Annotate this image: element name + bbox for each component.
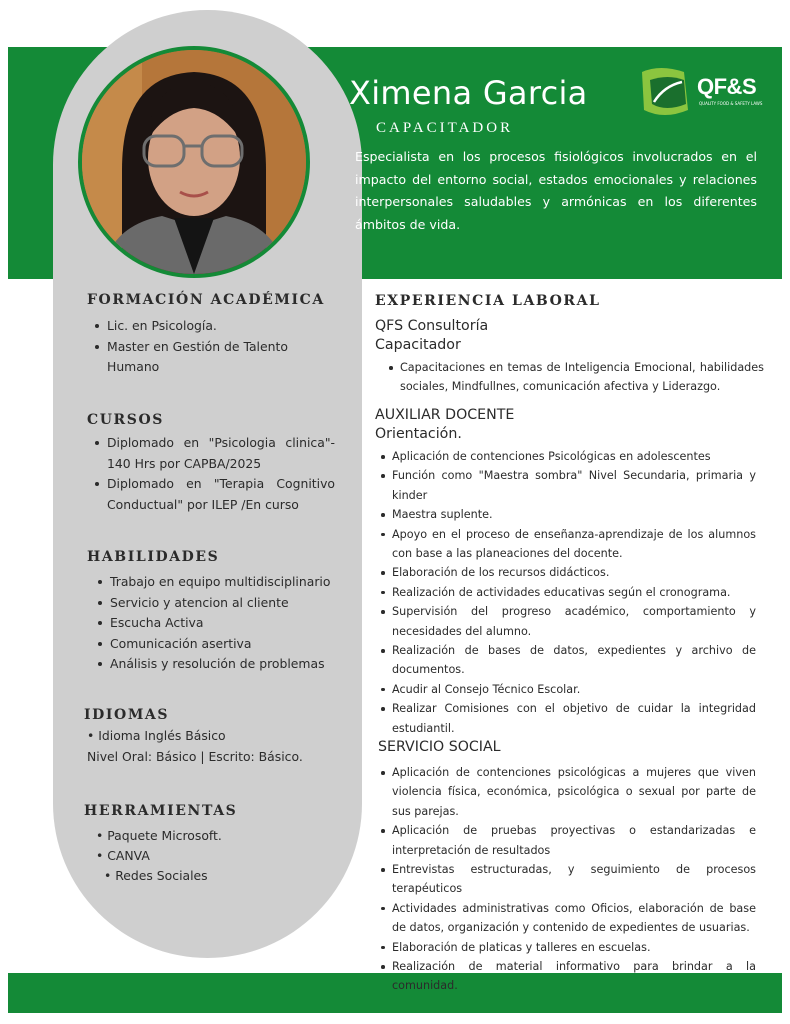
candidate-name: Ximena Garcia: [349, 74, 588, 112]
list-item: Realización de actividades educativas según el cronograma.: [376, 583, 756, 602]
herramientas-line: • Redes Sociales: [104, 868, 208, 883]
list-item: Supervisión del progreso académico, comportamiento y necesidades del alumno.: [376, 602, 756, 641]
idiomas-line: Nivel Oral: Básico | Escrito: Básico.: [87, 749, 303, 764]
job1-company: QFS Consultoría: [375, 318, 489, 334]
job1-position: Capacitador: [375, 337, 461, 353]
formacion-title: FORMACIÓN ACADÉMICA: [87, 292, 325, 308]
list-item: Maestra suplente.: [376, 505, 756, 524]
list-item: Entrevistas estructuradas, y seguimiento de procesos terapéuticos: [376, 860, 756, 899]
cursos-title: CURSOS: [87, 412, 165, 428]
list-item: Realización de material informativo para brindar a la comunidad.: [376, 957, 756, 996]
job3-company: SERVICIO SOCIAL: [378, 739, 501, 755]
habilidades-list: [92, 572, 342, 675]
list-item: Servicio y atencion al cliente: [92, 593, 342, 614]
herramientas-line: • CANVA: [96, 848, 150, 863]
cursos-list: [89, 433, 335, 515]
list-item: Realización de bases de datos, expedientes y archivo de documentos.: [376, 641, 756, 680]
herramientas-title: HERRAMIENTAS: [84, 803, 238, 819]
list-item: Análisis y resolución de problemas: [92, 654, 342, 675]
profile-summary: Especialista en los procesos fisiológicos involucrados en el impacto del entorno social, estados emocionales y relaciones interpersonales saludables y armónicas en los diferentes ámbitos de vida.: [355, 149, 757, 232]
list-item: Escucha Activa: [92, 613, 342, 634]
formacion-list: [89, 316, 339, 378]
list-item: Trabajo en equipo multidisciplinario: [92, 572, 342, 593]
habilidades-title: HABILIDADES: [87, 549, 220, 565]
list-item: Actividades administrativas como Oficios, elaboración de base de datos, organización y contenido de expedientes de usuarias.: [376, 899, 756, 938]
list-item: Aplicación de contenciones Psicológicas en adolescentes: [376, 447, 756, 466]
list-item: Lic. en Psicología.: [89, 316, 339, 337]
list-item: Master en Gestión de Talento Humano: [89, 337, 339, 378]
herramientas-line: • Paquete Microsoft.: [96, 828, 222, 843]
list-item: Comunicación asertiva: [92, 634, 342, 655]
list-item: Realizar Comisiones con el objetivo de cuidar la integridad estudiantil.: [376, 699, 756, 738]
list-item: Capacitaciones en temas de Inteligencia Emocional, habilidades sociales, Mindfullnes, comunicación afectiva y Liderazgo.: [384, 358, 764, 397]
idiomas-line: • Idioma Inglés Básico: [87, 728, 226, 743]
list-item: Diplomado en "Terapia Cognitivo Conductual" por ILEP /En curso: [89, 474, 335, 515]
job2-company: AUXILIAR DOCENTE: [375, 407, 515, 423]
list-item: Diplomado en "Psicologia clinica"- 140 Hrs por CAPBA/2025: [89, 433, 335, 474]
list-item: Elaboración de los recursos didácticos.: [376, 563, 756, 582]
portrait-illustration: [82, 50, 306, 274]
job2-list: [376, 447, 756, 738]
list-item: Acudir al Consejo Técnico Escolar.: [376, 680, 756, 699]
list-item: Apoyo en el proceso de enseñanza-aprendizaje de los alumnos con base a las planeaciones del docente.: [376, 525, 756, 564]
job3-list: [376, 763, 756, 996]
experiencia-title: EXPERIENCIA LABORAL: [375, 293, 601, 309]
idiomas-title: IDIOMAS: [84, 707, 170, 723]
candidate-role: CAPACITADOR: [376, 120, 514, 136]
logo-subtext: QUALITY FOOD & SAFETY LAWS: [699, 101, 763, 106]
list-item: Aplicación de contenciones psicológicas a mujeres que viven violencia física, económica, psicológica o sexual por parte de sus parejas.: [376, 763, 756, 821]
list-item: Elaboración de platicas y talleres en escuelas.: [376, 938, 756, 957]
logo-text: QF&S: [697, 74, 757, 99]
job2-position: Orientación.: [375, 426, 462, 442]
list-item: Función como "Maestra sombra" Nivel Secundaria, primaria y kinder: [376, 466, 756, 505]
profile-photo: [78, 46, 310, 278]
list-item: Aplicación de pruebas proyectivas o estandarizadas e interpretación de resultados: [376, 821, 756, 860]
job1-list: [384, 358, 764, 397]
